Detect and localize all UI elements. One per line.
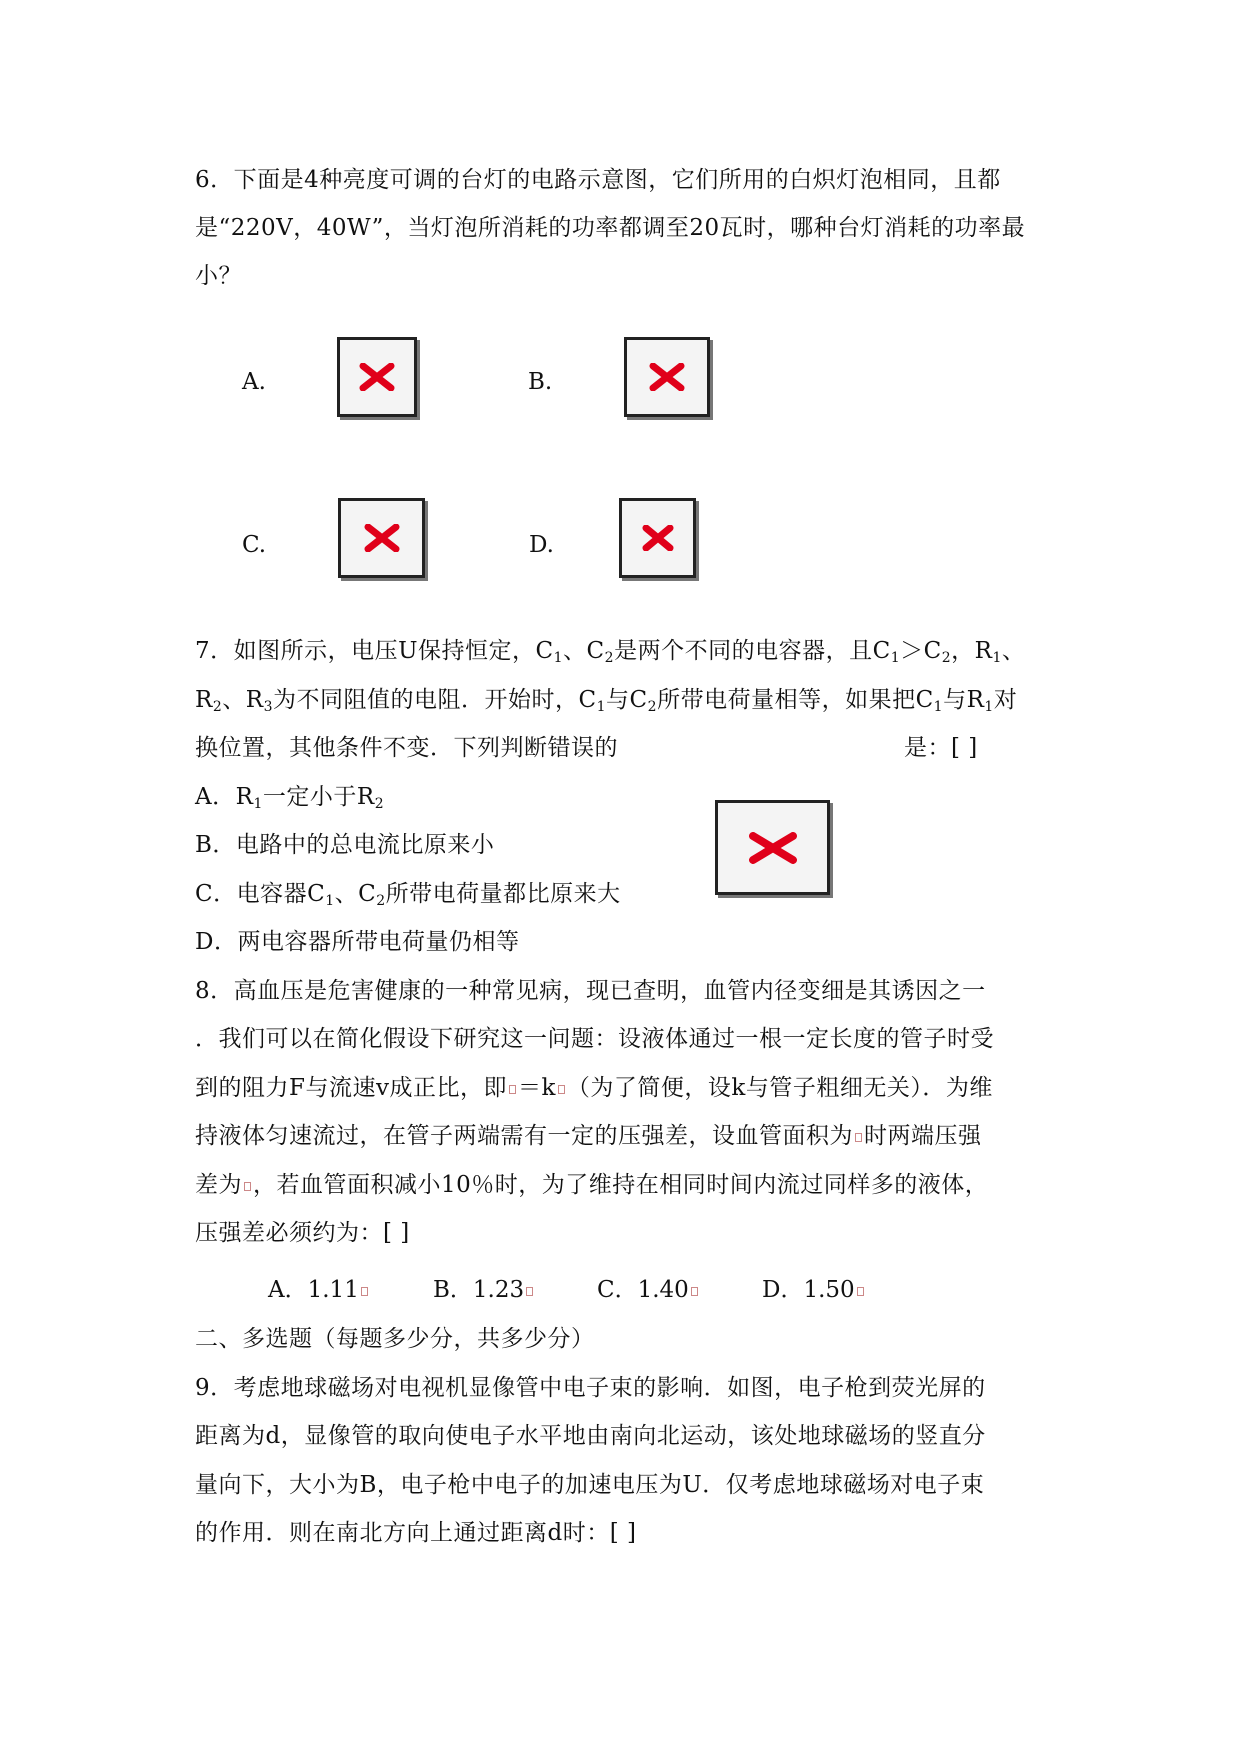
- q8-line-6: 压强差必须约为：[ ]: [195, 1220, 410, 1246]
- q7-circuit-image: [715, 800, 830, 895]
- q7-option-a: A．$R_1$一定小于$R_2$: [195, 784, 385, 812]
- q7-line-3: 换位置，其他条件不变．下列判断错误的: [195, 735, 618, 761]
- q7-option-c: C．电容器$C_1$、$C_2$所带电荷量都比原来大: [195, 881, 621, 909]
- inline-formula-placeholder-icon: [526, 1287, 533, 1296]
- q8-choice-b: B．1.23: [433, 1275, 535, 1305]
- q8-choice-a: A．1.11: [268, 1275, 370, 1305]
- q8-line-2: ．我们可以在简化假设下研究这一问题：设液体通过一根一定长度的管子时受: [195, 1026, 994, 1052]
- q6-line-1: 6．下面是4种亮度可调的台灯的电路示意图，它们所用的白炽灯泡相同，且都: [195, 167, 1001, 193]
- inline-formula-placeholder-icon: [361, 1287, 368, 1296]
- q6-option-a-label: A.: [242, 369, 266, 395]
- inline-formula-placeholder-icon: [558, 1085, 565, 1094]
- q6-option-b-label: B.: [528, 369, 553, 395]
- q6-option-d-label: D.: [529, 532, 554, 558]
- broken-image-icon: [748, 832, 798, 864]
- inline-formula-placeholder-icon: [509, 1085, 516, 1094]
- q6-option-c-image: [338, 498, 425, 578]
- q7-line-1: 7．如图所示，电压U保持恒定，$C_1$、$C_2$是两个不同的电容器，且$C_1>C_2$，$R_1$、: [195, 638, 1026, 666]
- q9-line-4: 的作用．则在南北方向上通过距离d时：[ ]: [195, 1520, 637, 1546]
- q8-line-5: 差为 ，若血管面积减小10％时，为了维持在相同时间内流过同样多的液体，: [195, 1172, 989, 1198]
- q6-line-3: 小？: [195, 263, 242, 289]
- q6-option-b-image: [624, 337, 710, 417]
- q9-line-3: 量向下，大小为B，电子枪中电子的加速电压为U．仅考虑地球磁场对电子束: [195, 1472, 985, 1498]
- q9-line-2: 距离为d，显像管的取向使电子水平地由南向北运动，该处地球磁场的竖直分: [195, 1423, 986, 1449]
- inline-formula-placeholder-icon: [857, 1287, 864, 1296]
- q6-option-c-label: C.: [242, 532, 267, 558]
- q8-line-4: 持液体匀速流过，在管子两端需有一定的压强差，设血管面积为 时两端压强: [195, 1123, 982, 1149]
- section-heading: 二、多选题（每题多少分，共多少分）: [195, 1326, 595, 1352]
- q7-answer-bracket: 是：[ ]: [904, 735, 978, 761]
- broken-image-icon: [642, 525, 674, 551]
- q8-line-1: 8．高血压是危害健康的一种常见病，现已查明，血管内径变细是其诱因之一: [195, 978, 986, 1004]
- broken-image-icon: [359, 363, 395, 391]
- inline-formula-placeholder-icon: [855, 1133, 862, 1142]
- broken-image-icon: [364, 524, 400, 552]
- inline-formula-placeholder-icon: [691, 1287, 698, 1296]
- broken-image-icon: [649, 363, 685, 391]
- q8-choice-d: D．1.50: [762, 1275, 866, 1305]
- q8-line-3: 到的阻力F与流速v成正比，即 ＝k （为了简便，设k与管子粗细无关）．为维: [195, 1075, 993, 1101]
- q6-option-a-image: [337, 337, 417, 417]
- inline-formula-placeholder-icon: [244, 1182, 251, 1191]
- q7-option-d: D．两电容器所带电荷量仍相等: [195, 929, 520, 955]
- q9-line-1: 9．考虑地球磁场对电视机显像管中电子束的影响．如图，电子枪到荧光屏的: [195, 1375, 986, 1401]
- q6-option-d-image: [619, 498, 696, 578]
- q6-line-2: 是“220V，40W”，当灯泡所消耗的功率都调至20瓦时，哪种台灯消耗的功率最: [195, 215, 1026, 241]
- q7-option-b: B．电路中的总电流比原来小: [195, 832, 495, 858]
- q8-choice-c: C．1.40: [597, 1275, 700, 1305]
- q7-line-2: $R_2$、$R_3$为不同阻值的电阻．开始时，$C_1$与$C_2$所带电荷量相等，如果把$C_1$与$R_1$对: [195, 687, 1018, 715]
